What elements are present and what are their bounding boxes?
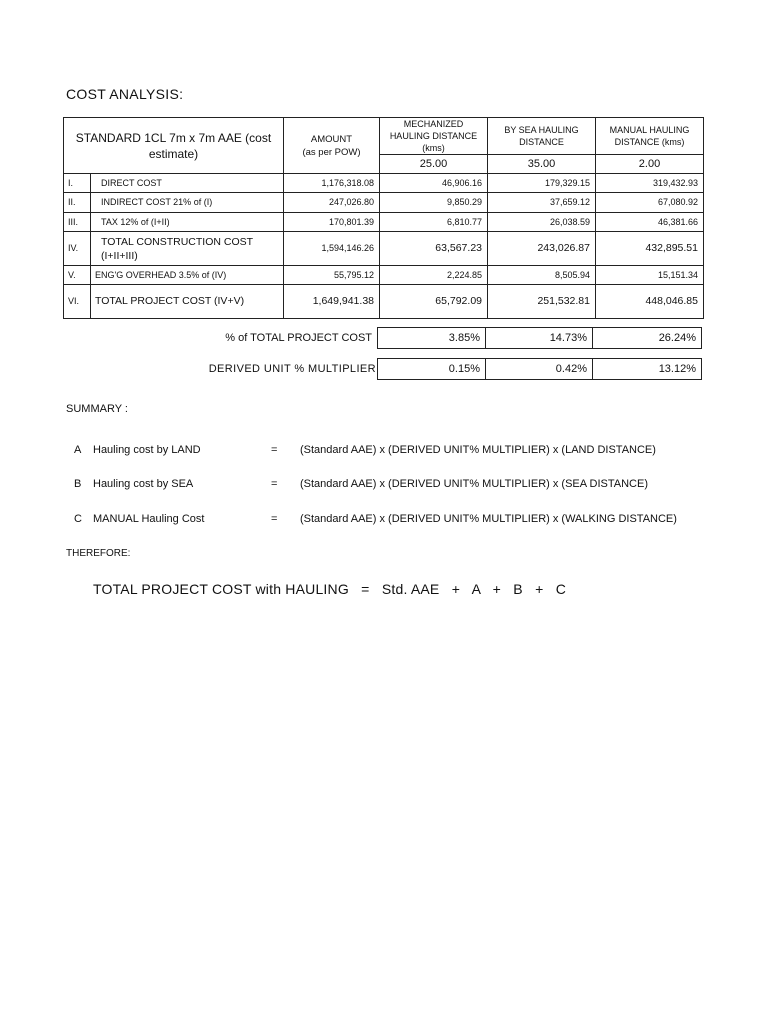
pct-total-row: [378, 327, 702, 349]
therefore-label: THEREFORE:: [66, 548, 131, 559]
mechanized-cell: 46,906.16: [380, 174, 488, 193]
amount-cell: 247,026.80: [284, 193, 380, 213]
amount-cell: 170,801.39: [284, 213, 380, 232]
row-number: VI.: [64, 285, 91, 319]
table-row: [64, 266, 704, 285]
row-description: [91, 232, 284, 266]
row-number: IV.: [64, 232, 91, 266]
mechanized-cell: 6,810.77: [380, 213, 488, 232]
row-number: III.: [64, 213, 91, 232]
row-description: ENG'G OVERHEAD 3.5% of (IV): [91, 266, 284, 285]
summary-title: SUMMARY :: [66, 403, 128, 415]
total-project-cost-formula: TOTAL PROJECT COST with HAULING = Std. AAE + A + B + C: [93, 581, 567, 597]
row-description-line2: (I+II+III): [101, 249, 138, 262]
amount-header: [284, 118, 380, 174]
row-description: TAX 12% of (I+II): [91, 213, 284, 232]
summary-formula: (Standard AAE) x (DERIVED UNIT% MULTIPLIER) x (LAND DISTANCE): [300, 444, 656, 456]
sea-hauling-header: BY SEA HAULING DISTANCE: [488, 118, 596, 155]
amount-cell: 1,594,146.26: [284, 232, 380, 266]
cost-analysis-table: [63, 117, 704, 319]
amount-sub-label: (as per POW): [302, 146, 361, 158]
table-row: [64, 193, 704, 213]
row-description: DIRECT COST: [91, 174, 284, 193]
summary-letter: C: [74, 513, 82, 525]
row-description-line1: TOTAL CONSTRUCTION COST: [101, 235, 254, 248]
mechanized-distance: 25.00: [380, 155, 488, 174]
manual-cell: 448,046.85: [596, 285, 704, 319]
row-number: I.: [64, 174, 91, 193]
pct-mechanized: 3.85%: [377, 327, 486, 349]
manual-cell: 15,151.34: [596, 266, 704, 285]
manual-cell: 432,895.51: [596, 232, 704, 266]
summary-letter: A: [74, 444, 82, 456]
row-description: TOTAL PROJECT COST (IV+V): [91, 285, 284, 319]
table-row: [64, 174, 704, 193]
table-row: [64, 285, 704, 319]
amount-cell: 55,795.12: [284, 266, 380, 285]
mechanized-cell: 65,792.09: [380, 285, 488, 319]
mechanized-cell: 9,850.29: [380, 193, 488, 213]
amount-label: AMOUNT: [310, 133, 353, 145]
summary-equals: =: [271, 478, 278, 490]
sea-cell: 26,038.59: [488, 213, 596, 232]
sea-cell: 251,532.81: [488, 285, 596, 319]
summary-formula: (Standard AAE) x (DERIVED UNIT% MULTIPLIER) x (SEA DISTANCE): [300, 478, 648, 490]
sea-cell: 243,026.87: [488, 232, 596, 266]
pct-sea: 14.73%: [485, 327, 593, 349]
mechanized-cell: 63,567.23: [380, 232, 488, 266]
sea-distance: 35.00: [488, 155, 596, 174]
summary-letter: B: [74, 478, 82, 490]
derived-mechanized: 0.15%: [377, 358, 486, 380]
summary-formula: (Standard AAE) x (DERIVED UNIT% MULTIPLIER) x (WALKING DISTANCE): [300, 513, 677, 525]
row-number: II.: [64, 193, 91, 213]
summary-label: Hauling cost by LAND: [93, 444, 201, 456]
manual-hauling-header: MANUAL HAULING DISTANCE (kms): [596, 118, 704, 155]
standard-aae-header: STANDARD 1CL 7m x 7m AAE (cost estimate): [64, 118, 284, 174]
manual-distance: 2.00: [596, 155, 704, 174]
summary-label: MANUAL Hauling Cost: [93, 513, 205, 525]
derived-multiplier-row: [378, 358, 702, 380]
table-row: [64, 232, 704, 266]
mechanized-cell: 2,224.85: [380, 266, 488, 285]
pct-manual: 26.24%: [592, 327, 702, 349]
manual-cell: 46,381.66: [596, 213, 704, 232]
amount-cell: 1,176,318.08: [284, 174, 380, 193]
summary-equals: =: [271, 513, 278, 525]
derived-multiplier-label: DERIVED UNIT % MULTIPLIER: [208, 363, 376, 375]
manual-cell: 319,432.93: [596, 174, 704, 193]
pct-total-label: % of TOTAL PROJECT COST: [225, 332, 372, 344]
page-title: COST ANALYSIS:: [66, 86, 184, 102]
derived-sea: 0.42%: [485, 358, 593, 380]
summary-equals: =: [271, 444, 278, 456]
manual-cell: 67,080.92: [596, 193, 704, 213]
table-row: [64, 213, 704, 232]
row-number: V.: [64, 266, 91, 285]
derived-manual: 13.12%: [592, 358, 702, 380]
amount-cell: 1,649,941.38: [284, 285, 380, 319]
row-description: INDIRECT COST 21% of (I): [91, 193, 284, 213]
sea-cell: 8,505.94: [488, 266, 596, 285]
sea-cell: 37,659.12: [488, 193, 596, 213]
mechanized-hauling-header: MECHANIZED HAULING DISTANCE (kms): [380, 118, 488, 155]
sea-cell: 179,329.15: [488, 174, 596, 193]
summary-label: Hauling cost by SEA: [93, 478, 194, 490]
